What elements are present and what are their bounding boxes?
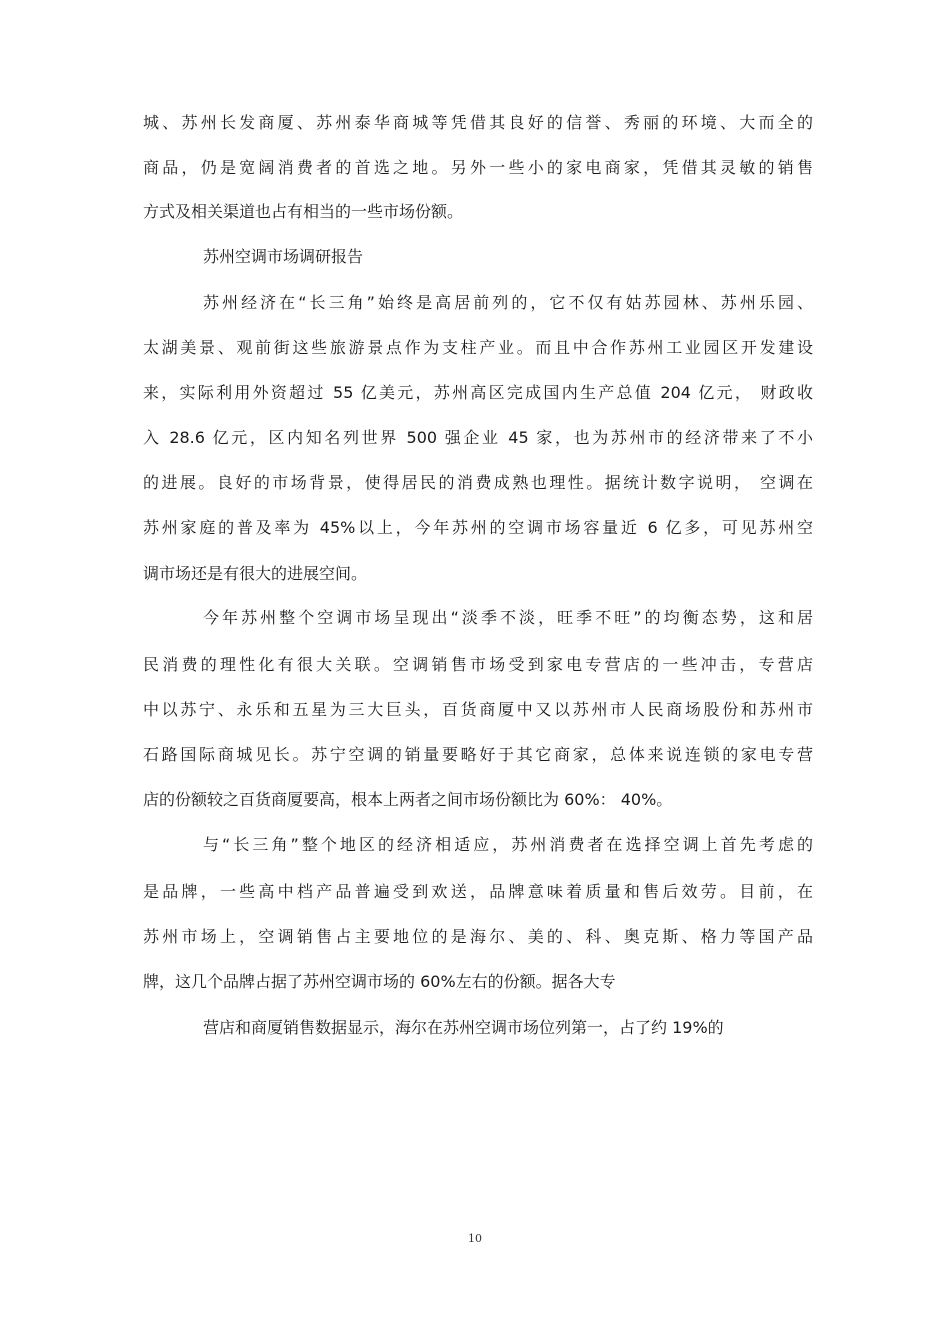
- text-line: 是品牌，一些高中档产品普遍受到欢送，品牌意味着质量和售后效劳。目前，在: [143, 882, 813, 901]
- text-line: 牌，这几个品牌占据了苏州空调市场的 60%左右的份额。据各大专: [143, 972, 616, 991]
- text-line: 调市场还是有很大的进展空间。: [143, 564, 368, 583]
- text-line: 石路国际商城见长。苏宁空调的销量要略好于其它商家，总体来说连锁的家电专营: [143, 745, 813, 764]
- text-line: 商品，仍是宽阔消费者的首选之地。另外一些小的家电商家，凭借其灵敏的销售: [143, 158, 813, 177]
- section-heading: 苏州空调市场调研报告: [203, 247, 364, 266]
- page-number: 10: [468, 1232, 482, 1245]
- text-line: 店的份额较之百货商厦要高，根本上两者之间市场份额比为 60%： 40%。: [143, 790, 673, 809]
- text-line: 来，实际利用外资超过 55 亿美元，苏州高区完成国内生产总值 204 亿元， 财政收: [143, 383, 813, 402]
- text-line: 城、苏州长发商厦、苏州泰华商城等凭借其良好的信誉、秀丽的环境、大而全的: [143, 113, 813, 132]
- text-line: 今年苏州整个空调市场呈现出“淡季不淡，旺季不旺”的均衡态势，这和居: [203, 608, 813, 627]
- text-line: 中以苏宁、永乐和五星为三大巨头，百货商厦中又以苏州市人民商场股份和苏州市: [143, 700, 813, 719]
- text-line: 方式及相关渠道也占有相当的一些市场份额。: [143, 202, 464, 221]
- text-line: 民消费的理性化有很大关联。空调销售市场受到家电专营店的一些冲击，专营店: [143, 655, 813, 674]
- text-line: 入 28.6 亿元，区内知名列世界 500 强企业 45 家，也为苏州市的经济带来了不小: [143, 428, 813, 447]
- text-line: 苏州家庭的普及率为 45%以上，今年苏州的空调市场容量近 6 亿多，可见苏州空: [143, 518, 813, 537]
- text-line: 苏州经济在“长三角”始终是高居前列的，它不仅有姑苏园林、苏州乐园、: [203, 293, 813, 312]
- text-line: 太湖美景、观前街这些旅游景点作为支柱产业。而且中合作苏州工业园区开发建设: [143, 338, 813, 357]
- text-line: 与“长三角”整个地区的经济相适应，苏州消费者在选择空调上首先考虑的: [203, 835, 813, 854]
- text-line: 的进展。良好的市场背景，使得居民的消费成熟也理性。据统计数字说明， 空调在: [143, 473, 813, 492]
- text-line: 营店和商厦销售数据显示，海尔在苏州空调市场位列第一，占了约 19%的: [203, 1018, 724, 1037]
- text-line: 苏州市场上，空调销售占主要地位的是海尔、美的、科、奥克斯、格力等国产品: [143, 927, 813, 946]
